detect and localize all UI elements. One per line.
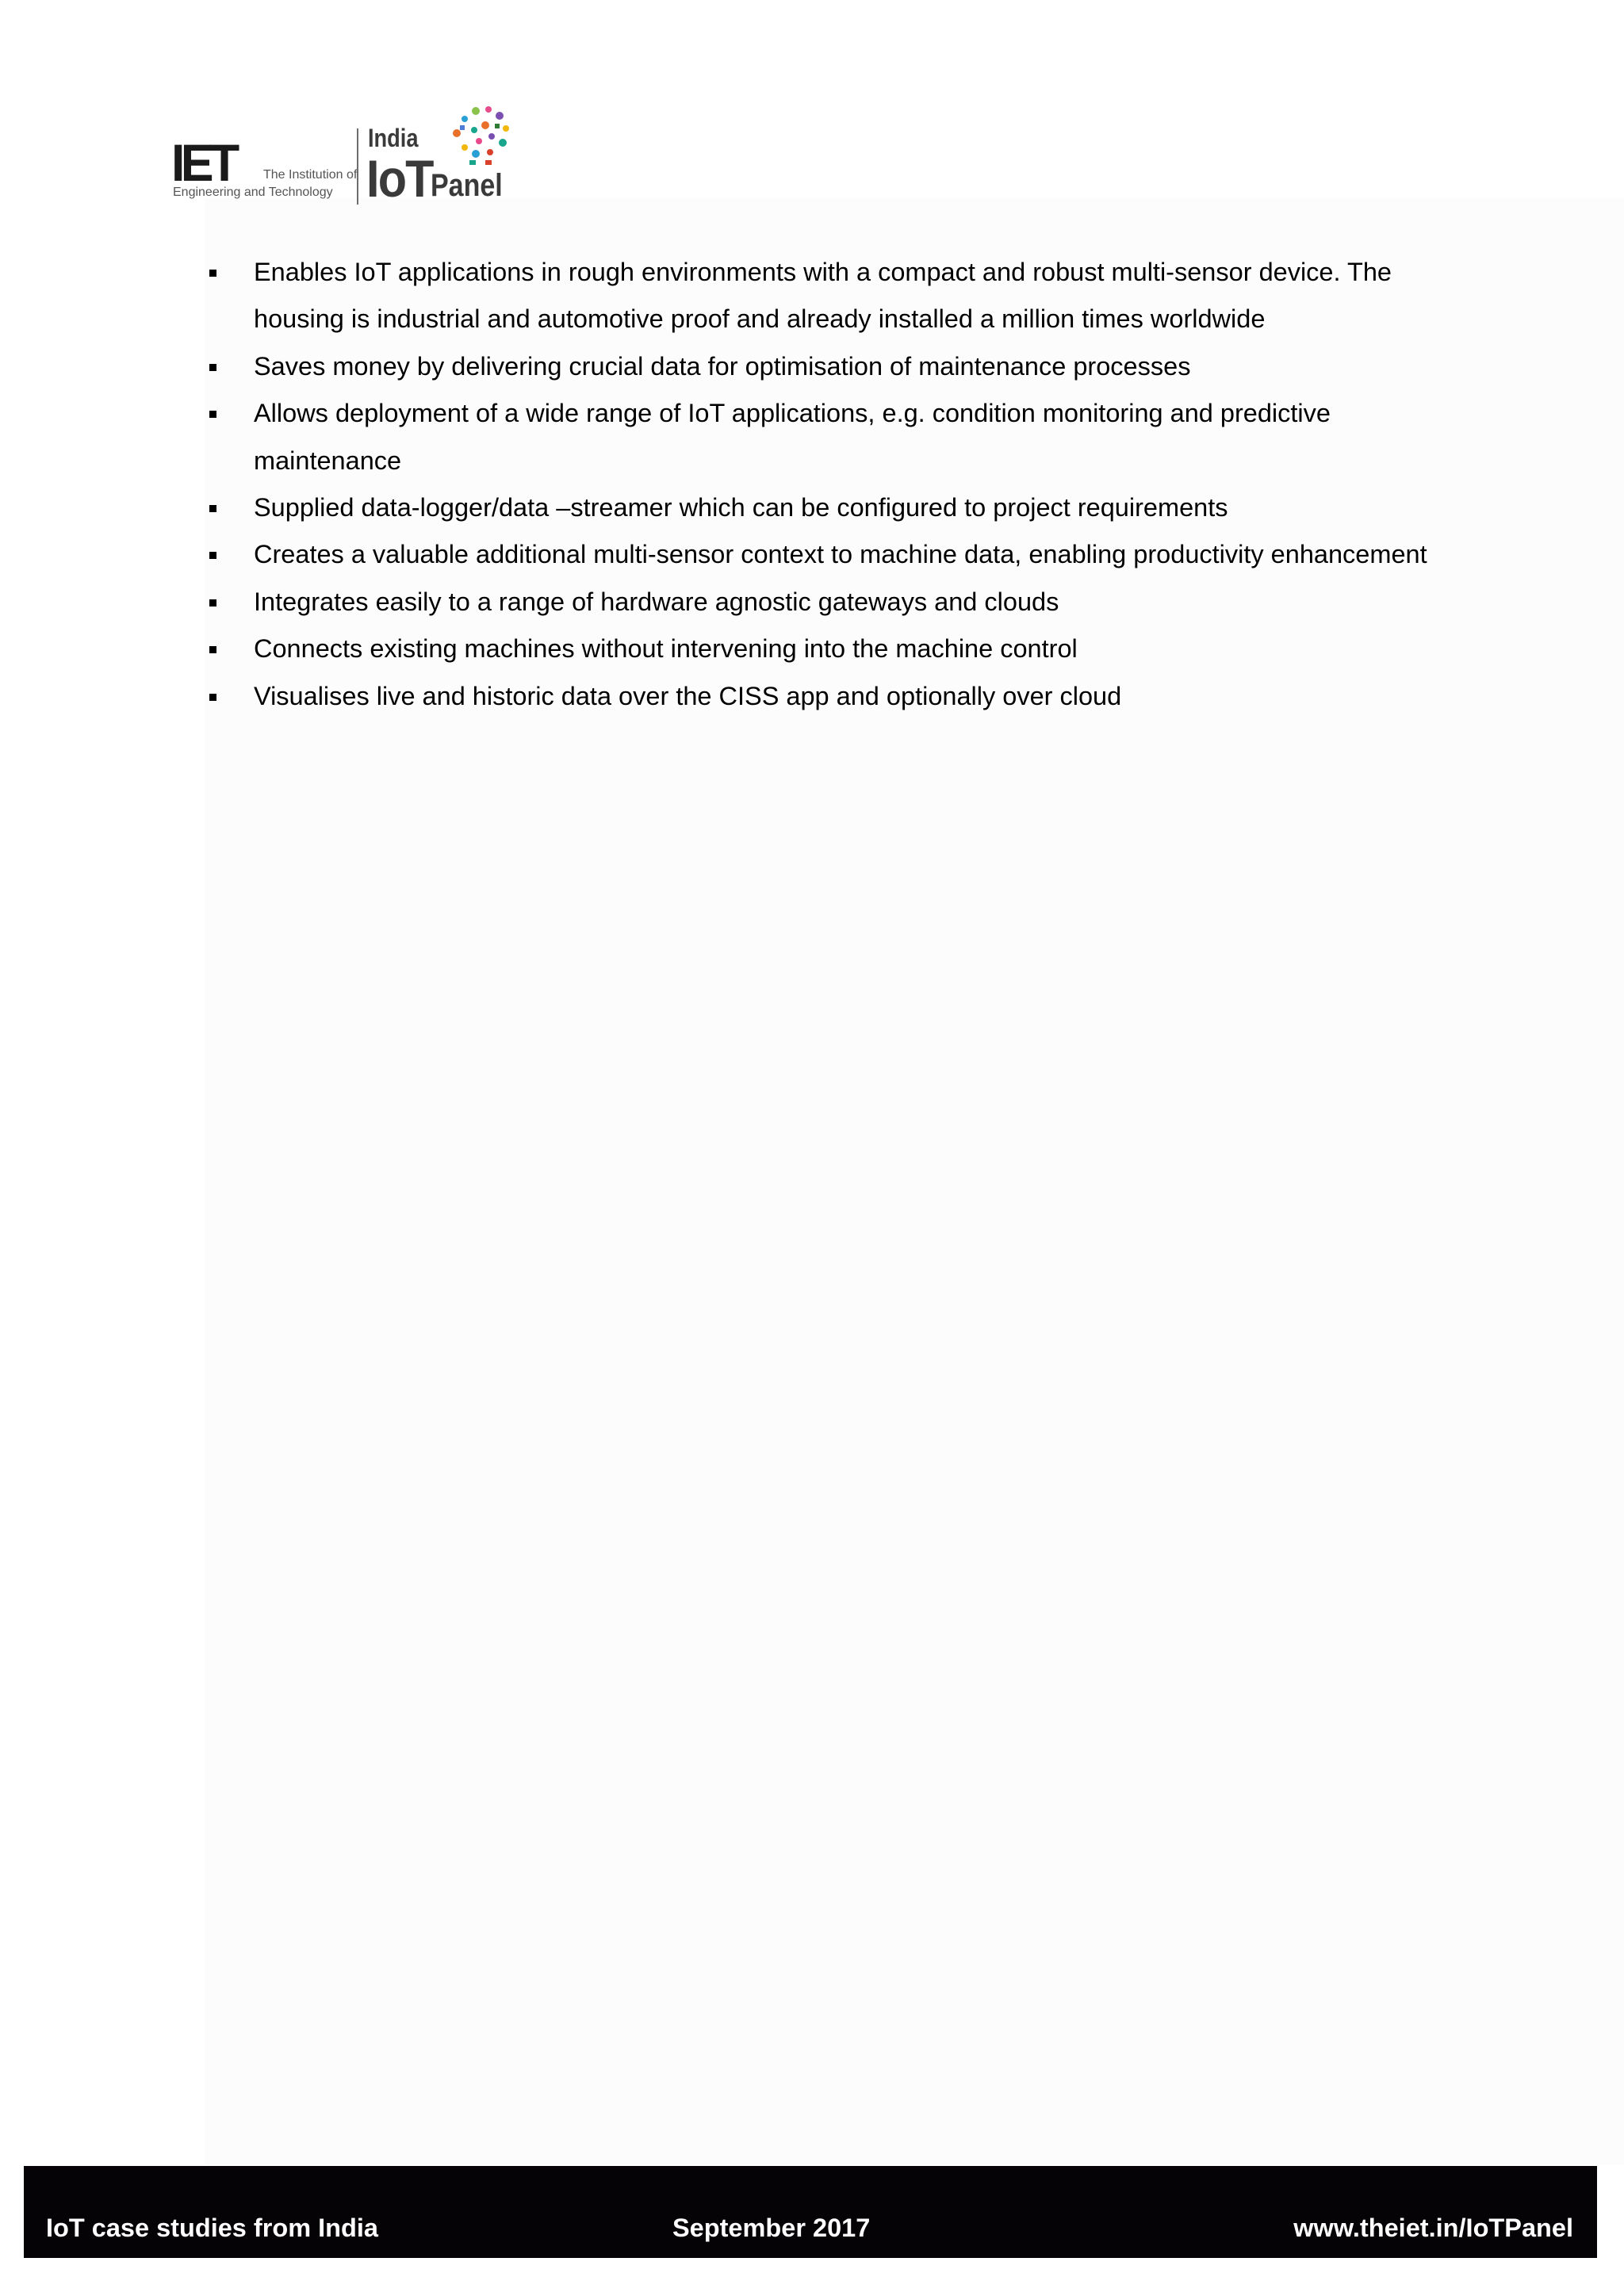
list-item	[206, 343, 1475, 390]
footer-title: IoT case studies from India	[46, 2214, 378, 2242]
list-item	[206, 531, 1475, 578]
list-item	[206, 626, 1475, 672]
square-bullet-icon	[209, 694, 216, 701]
header-logo	[171, 101, 520, 208]
list-item	[206, 390, 1475, 484]
list-item-text: Creates a valuable additional multi-sensor context to machine data, enabling productivity enhancement	[254, 540, 1427, 569]
panel-logo-india: India	[368, 124, 419, 152]
list-item-text: Connects existing machines without intervening into the machine control	[254, 634, 1078, 664]
iet-name-line1: The Institution of	[263, 168, 358, 182]
square-bullet-icon	[209, 270, 216, 277]
iet-logo-mark: IET	[171, 133, 236, 192]
footer-date: September 2017	[672, 2214, 871, 2242]
list-item-text: Allows deployment of a wide range of IoT applications, e.g. condition monitoring and predictive maintenance	[254, 399, 1331, 475]
list-item-text: Visualises live and historic data over the CISS app and optionally over cloud	[254, 681, 1122, 710]
panel-logo-panel: Panel	[431, 168, 503, 203]
footer-website-link[interactable]: www.theiet.in/IoTPanel	[1293, 2214, 1573, 2242]
square-bullet-icon	[209, 364, 216, 371]
benefits-list	[206, 249, 1475, 720]
list-item	[206, 484, 1475, 531]
list-item	[206, 673, 1475, 720]
iot-cloud-icon	[441, 101, 517, 166]
list-item	[206, 579, 1475, 626]
list-item-text: Integrates easily to a range of hardware agnostic gateways and clouds	[254, 587, 1059, 616]
list-item	[206, 249, 1475, 343]
logo-divider	[357, 128, 358, 205]
iet-name-line2: Engineering and Technology	[173, 186, 333, 199]
square-bullet-icon	[209, 505, 216, 512]
list-item-text: Enables IoT applications in rough environments with a compact and robust multi-sensor device. The housing is industrial and automotive proof and already installed a million times worldwide	[254, 258, 1392, 334]
footer-bar	[24, 2166, 1597, 2258]
square-bullet-icon	[209, 552, 216, 559]
square-bullet-icon	[209, 599, 216, 607]
panel-logo-iot: IoT	[366, 149, 433, 208]
square-bullet-icon	[209, 411, 216, 418]
list-item-text: Supplied data-logger/data –streamer which can be configured to project requirements	[254, 493, 1228, 522]
list-item-text: Saves money by delivering crucial data for optimisation of maintenance processes	[254, 351, 1191, 381]
square-bullet-icon	[209, 646, 216, 653]
